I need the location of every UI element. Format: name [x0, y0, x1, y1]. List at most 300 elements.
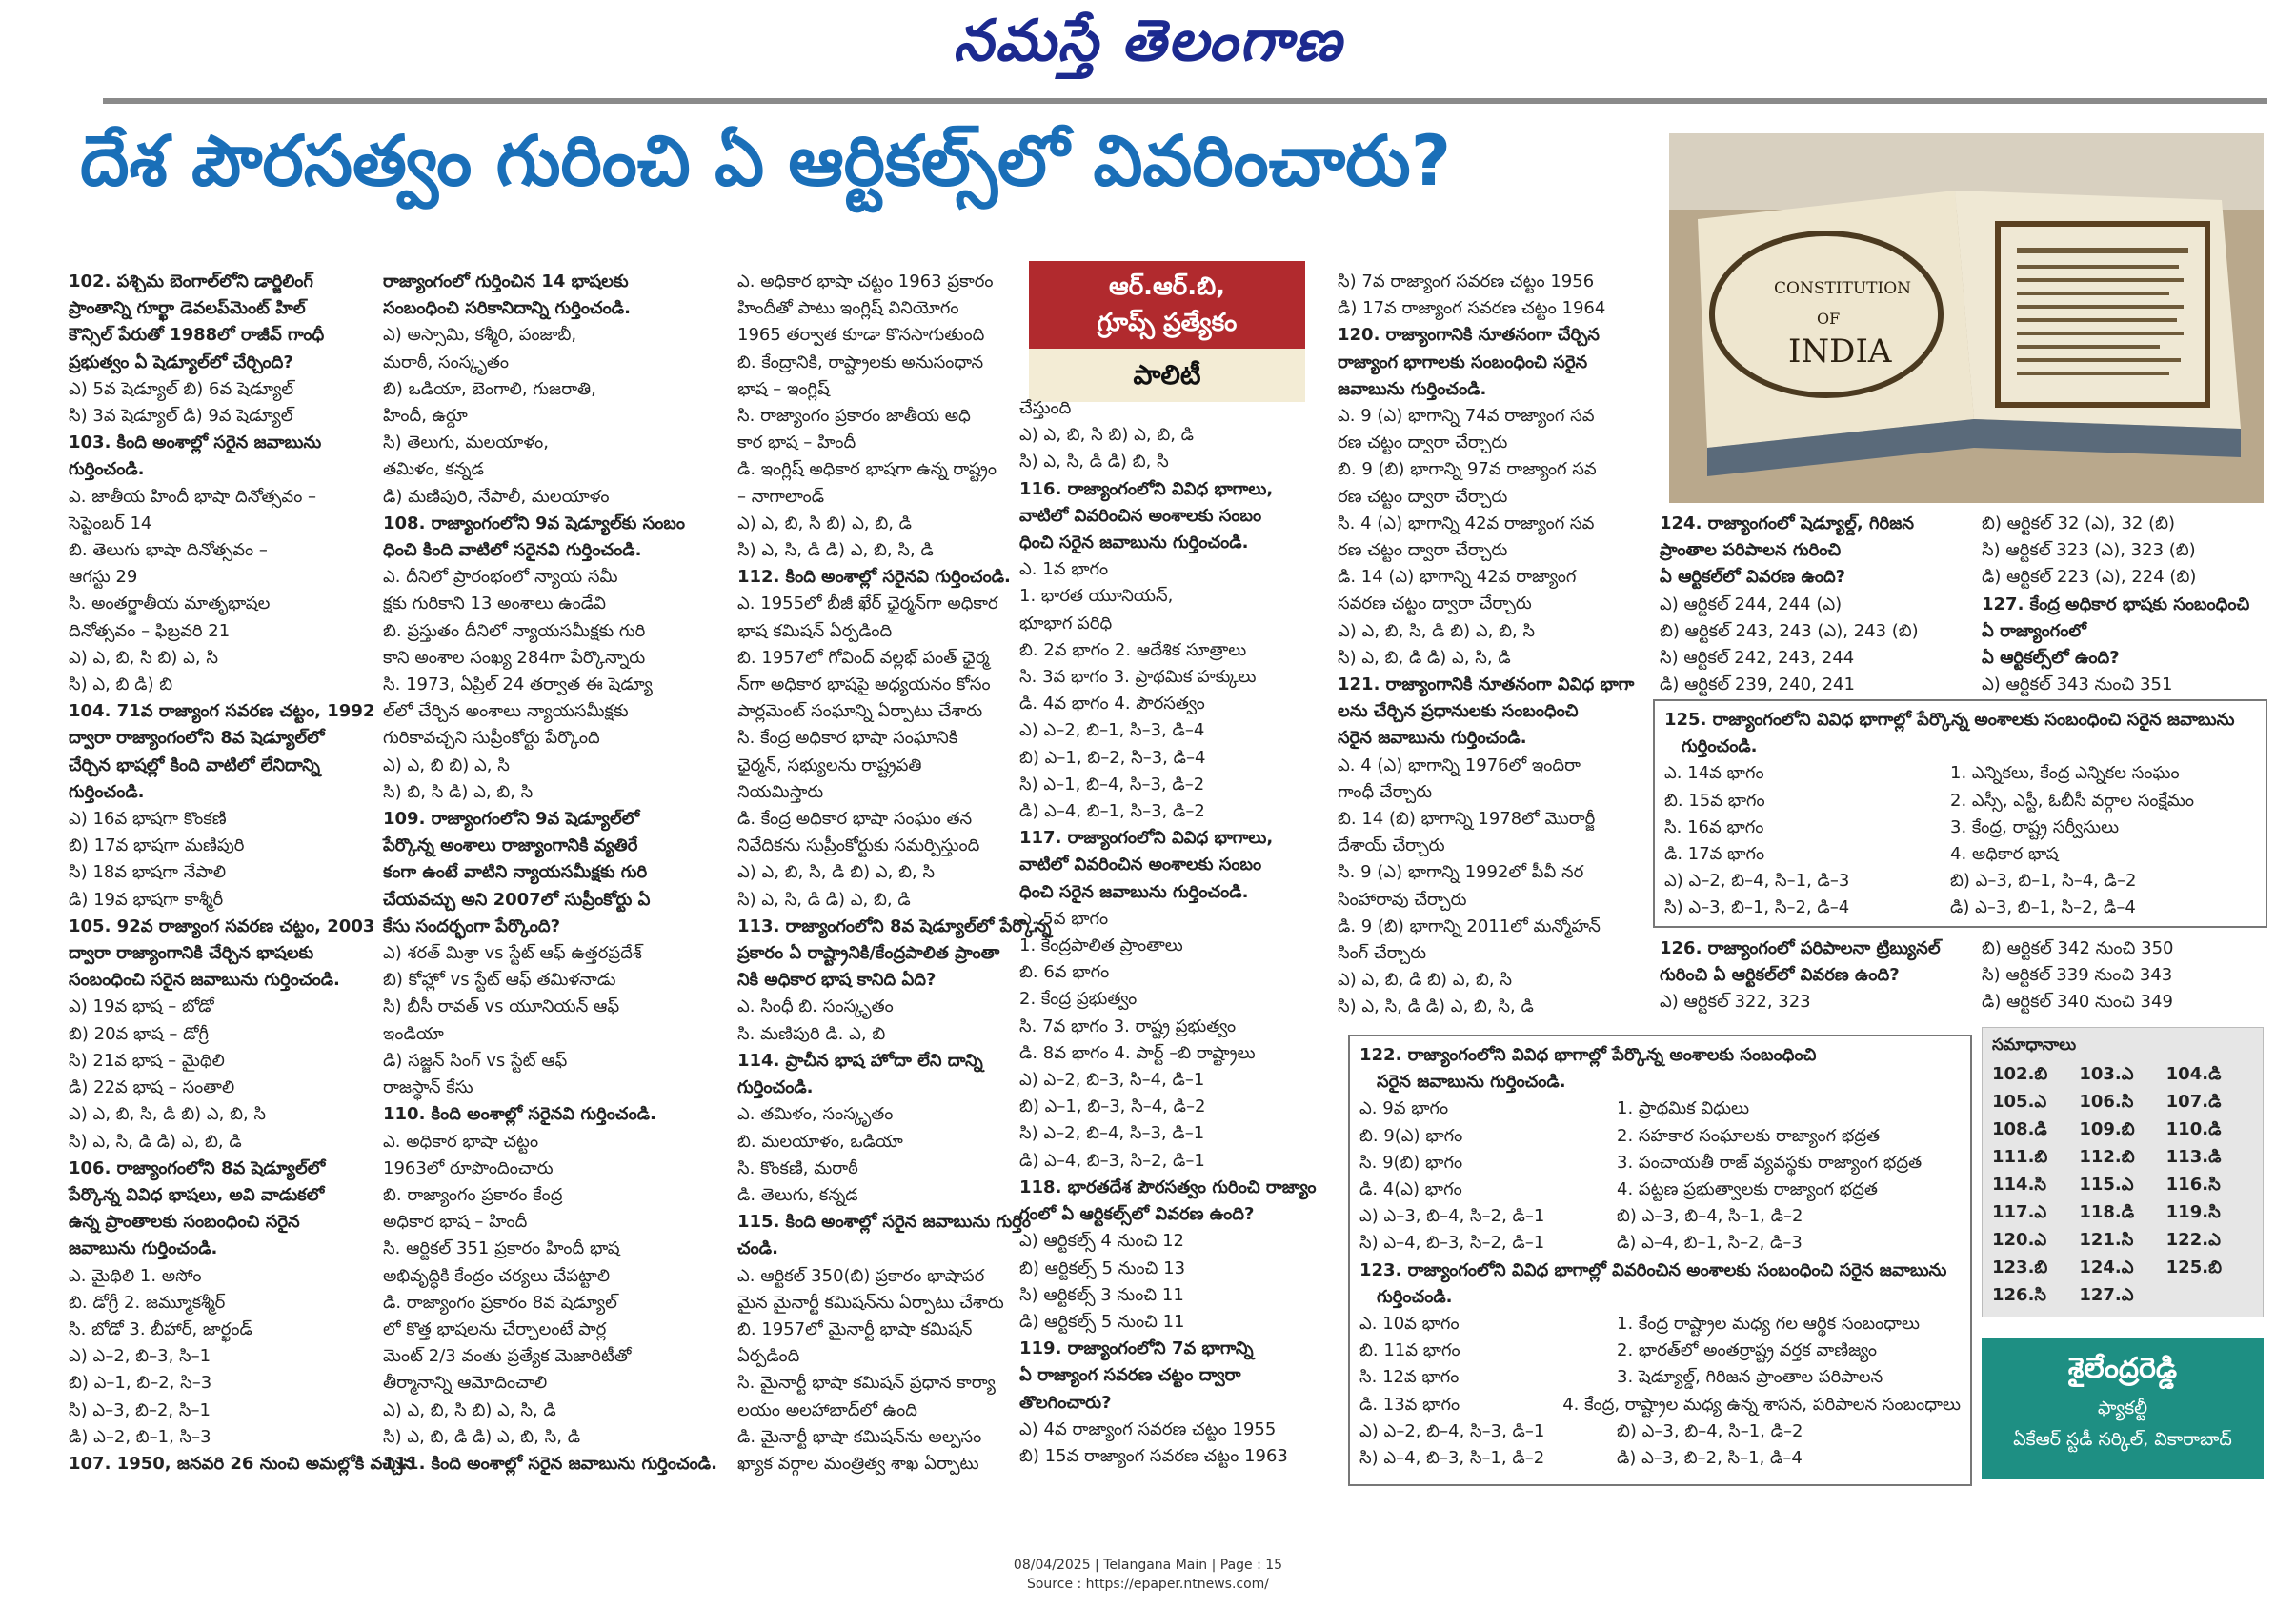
col2-line: గురికావచ్చని సుప్రీంకోర్టు పేర్కొంది [383, 728, 600, 749]
col4-line: సి) ఎ, బి, డి డి) ఎ, సి, డి [1338, 647, 1511, 668]
col1-line: 102. పశ్చిమ బెంగాల్‌లోని డార్జిలింగ్ [69, 272, 313, 292]
match-right: 2. ఎస్సీ, ఎస్టీ, ఓబీసీ వర్గాల సంక్షేమం [1950, 790, 2195, 811]
q126b-line: సి) ఆర్టికల్ 339 నుంచి 343 [1982, 965, 2173, 986]
match-left: బి. 11వ భాగం [1359, 1340, 1460, 1361]
answers-title: సమాధానాలు [1992, 1036, 2077, 1055]
col4-line: బి. 14 (బి) భాగాన్ని 1978లో మొరార్జీ [1338, 809, 1596, 830]
col4-line: సింగ్ చేర్చారు [1338, 943, 1427, 964]
col2-line: ఎ. అధికార భాషా చట్టం [383, 1131, 539, 1152]
answer-item: 108.డి [1992, 1119, 2047, 1139]
col3b-line: డి) ఎ–4, బి–3, సి–2, డి–1 [1019, 1150, 1205, 1171]
col3b-line: సి) ఆర్టికల్స్ 3 నుంచి 11 [1019, 1284, 1184, 1305]
match-right: బి) ఎ–3, బి–1, సి–4, డి–2 [1950, 871, 2137, 892]
col2-line: 110. కింది అంశాల్లో సరైనవి గుర్తించండి. [383, 1104, 656, 1125]
col1-line: ఎ) 16వ భాషగా కొంకణి [69, 809, 227, 830]
col2-line: సి. ఆర్టికల్ 351 ప్రకారం హిందీ భాష [383, 1238, 620, 1259]
col3a-line: నికి అధికార భాష కానిది ఏది? [737, 970, 937, 991]
col4-line: ఎ) ఎ, బి, సి, డి బి) ఎ, బి, సి [1338, 620, 1536, 641]
q125-title-1: 125. రాజ్యాంగంలోని వివిధ భాగాల్లో పేర్కొన్న అంశాలకు సంబంధించి సరైన జవాబును [1664, 710, 2235, 730]
col2-line: డి. రాజ్యాంగం ప్రకారం 8వ షెడ్యూల్ [383, 1292, 617, 1313]
col1-line: సి. అంతర్జాతీయ మాతృభాషల [69, 593, 271, 614]
match-row [1359, 1203, 1961, 1230]
col4-line: సింహారావు చేర్చారు [1338, 889, 1467, 910]
col3a-line: సి. కేంద్ర అధికార భాషా సంఘానికి [737, 728, 958, 749]
col1-line: దినోత్సవం – ఫిబ్రవరి 21 [69, 620, 231, 641]
match-left: డి. 17వ భాగం [1664, 844, 1765, 865]
col4-line: జవాబును గుర్తించండి. [1338, 378, 1487, 399]
col3b-line: ఎ. 1వ భాగం [1019, 559, 1109, 580]
col1-line: బి) 20వ భాష – డోగ్రీ [69, 1023, 210, 1044]
col3a-line: డి. ఇంగ్లిష్ అధికార భాషగా ఉన్న రాష్ట్రం [737, 459, 997, 480]
match-row [1359, 1337, 1961, 1364]
column-4 [1338, 269, 1652, 1021]
col3a-line: మైన మైనార్టీ కమిషన్‌ను ఏర్పాటు చేశారు [737, 1292, 1004, 1313]
question-126-options [1982, 935, 2267, 1016]
badge-line-1: ఆర్.ఆర్.బి, [1108, 272, 1225, 301]
masthead-logo: నమస్తే తెలంగాణ [953, 8, 1343, 74]
col3a-line: సి. మైనార్టీ భాషా కమిషన్ ప్రధాన కార్యా [737, 1373, 996, 1394]
match-left: ఎ. 9వ భాగం [1359, 1098, 1449, 1119]
match-left: సి. 16వ భాగం [1664, 816, 1764, 837]
book-title-3: INDIA [1788, 332, 1892, 371]
answer-item: 105.ఎ [1992, 1092, 2047, 1112]
col4-line: రణ చట్టం ద్వారా చేర్చారు [1338, 540, 1508, 561]
match-right: డి) ఎ–3, బి–2, సి–1, డి–4 [1617, 1448, 1803, 1469]
col1-line: ఎ) ఎ, బి, సి బి) ఎ, సి [69, 647, 218, 668]
column-6 [1982, 511, 2267, 698]
match-left: ఎ) ఎ–2, బి–4, సి–3, డి–1 [1359, 1420, 1545, 1441]
col4-line: సి) 7వ రాజ్యాంగ సవరణ చట్టం 1956 [1338, 272, 1595, 292]
col6-line: సి) ఆర్టికల్ 323 (ఎ), 323 (బి) [1982, 540, 2196, 561]
col1-line: ప్రాంతాన్ని గూర్ఖా డెవలప్‌మెంట్ హిల్ [69, 298, 306, 319]
col1-line: సి) ఎ–3, బి–2, సి–1 [69, 1399, 211, 1420]
col4-line: బి. 9 (బి) భాగాన్ని 97వ రాజ్యాంగ సవ [1338, 459, 1597, 480]
col4-line: గాంధీ చేర్చారు [1338, 781, 1433, 802]
match-row [1359, 1392, 1961, 1418]
masthead-divider [103, 98, 2267, 104]
col1-line: సెప్టెంబర్ 14 [69, 513, 152, 533]
page-headline: దేశ పౌరసత్వం గురించి ఏ ఆర్టికల్స్‌లో వివరించారు? [80, 121, 1452, 202]
col1-line: కౌన్సిల్ పేరుతో 1988లో రాజీవ్ గాంధీ [69, 325, 325, 346]
col2-line: సి) ఎ, బి, డి డి) ఎ, బి, సి, డి [383, 1426, 581, 1447]
col3a-line: లయం అలహాబాద్‌లో ఉంది [737, 1399, 917, 1420]
col3a-line: ఎ. సింధీ బి. సంస్కృతం [737, 996, 894, 1017]
col3b-line: సి) ఎ, సి, డి డి) బి, సి [1019, 452, 1169, 473]
col1-line: 106. రాజ్యాంగంలోని 8వ షెడ్యూల్‌లో [69, 1157, 326, 1178]
col3b-line: సి. 7వ భాగం 3. రాష్ట్ర ప్రభుత్వం [1019, 1016, 1237, 1036]
col4-line: రాజ్యాంగ భాగాలకు సంబంధించి సరైన [1338, 352, 1588, 372]
col3a-line: 115. కింది అంశాల్లో సరైన జవాబును గుర్తిం [737, 1212, 1031, 1233]
answer-item: 127.ఎ [2079, 1285, 2134, 1305]
col6-line: ఏ ఆర్టికల్స్‌లో ఉంది? [1982, 648, 2120, 669]
col3a-line: సి. కొంకణి, మరాఠీ [737, 1157, 858, 1178]
col1-line: సి) ఎ, బి డి) బి [69, 674, 173, 695]
match-row [1359, 1445, 1961, 1472]
match-row [1664, 760, 2256, 787]
col3b-line: బి) ఎ–1, బి–3, సి–4, డి–2 [1019, 1096, 1206, 1117]
author-box [1982, 1338, 2264, 1479]
constitution-photo [1669, 133, 2264, 503]
col3b-line: తొలగించారు? [1019, 1392, 1112, 1413]
match-row [1359, 1123, 1961, 1150]
col2-line: ఎ) ఎ, బి, సి బి) ఎ, సి, డి [383, 1399, 556, 1420]
col1-line: 103. కింది అంశాల్లో సరైన జవాబును [69, 432, 322, 453]
col2-line: లో కొత్త భాషలను చేర్చాలంటే పార్ల [383, 1318, 607, 1339]
match-row [1664, 841, 2256, 868]
match-left: ఎ. 10వ భాగం [1359, 1314, 1460, 1335]
match-left: బి. 9(ఎ) భాగం [1359, 1125, 1463, 1146]
answer-item: 107.డి [2165, 1092, 2222, 1112]
answer-item: 114.సి [1992, 1175, 2047, 1195]
answer-item: 111.బి [1992, 1147, 2048, 1167]
col1-line: ఆగస్టు 29 [69, 567, 138, 588]
col5-line: 124. రాజ్యాంగంలో షెడ్యూల్డ్, గిరిజన [1660, 513, 1915, 533]
match-row [1359, 1364, 1961, 1391]
col3b-line: 119. రాజ్యాంగంలోని 7వ భాగాన్ని [1019, 1338, 1254, 1359]
col3a-line: 113. రాజ్యాంగంలోని 8వ షెడ్యూల్‌లో పేర్కొన్న [737, 915, 1052, 936]
col3b-line: ధించి సరైన జవాబును గుర్తించండి. [1019, 881, 1249, 902]
answer-item: 120.ఎ [1992, 1230, 2047, 1250]
col3a-line: ఎ) ఎ, బి, సి బి) ఎ, బి, డి [737, 513, 912, 533]
col3a-line: సి) ఎ, సి, డి డి) ఎ, బి, సి, డి [737, 540, 934, 561]
col3b-line: బి) ఆర్టికల్స్ 5 నుంచి 13 [1019, 1257, 1186, 1278]
match-left: డి. 4(ఎ) భాగం [1359, 1179, 1462, 1200]
match-left: ఎ) ఎ–2, బి–4, సి–1, డి–3 [1664, 871, 1850, 892]
col1-line: ఎ) 5వ షెడ్యూల్ బి) 6వ షెడ్యూల్ [69, 378, 294, 399]
col3b-line: 2. కేంద్ర ప్రభుత్వం [1019, 989, 1138, 1010]
col4-line: డి) 17వ రాజ్యాంగ సవరణ చట్టం 1964 [1338, 298, 1606, 319]
col2-line: 1963లో రూపొందించారు [383, 1157, 554, 1178]
match-row [1664, 895, 2256, 921]
col1-line: ఎ) ఎ, బి, సి, డి బి) ఎ, బి, సి [69, 1104, 267, 1125]
col3a-line: బి. మలయాళం, ఒడియా [737, 1131, 903, 1152]
book-title-2: OF [1817, 310, 1841, 328]
col3a-line: భాష కమిషన్ ఏర్పడింది [737, 620, 893, 641]
col2-line: ఇండియా [383, 1023, 444, 1044]
col3b-line: భూభాగ పరిధి [1019, 613, 1113, 634]
col3b-line: ఎ) ఎ–2, బి–1, సి–3, డి–4 [1019, 720, 1205, 741]
col2-line: సి) తెలుగు, మలయాళం, [383, 432, 549, 453]
match-right: 1. ఎన్నికలు, కేంద్ర ఎన్నికల సంఘం [1950, 763, 2180, 784]
col2-line: కంగా ఉంటే వాటిని న్యాయసమీక్షకు గురి [383, 862, 648, 883]
answer-item: 124.ఎ [2079, 1257, 2134, 1277]
answer-item: 116.సి [2165, 1175, 2221, 1195]
col2-line: ఎ. దీనిలో ప్రారంభంలో న్యాయ సమీ [383, 567, 618, 588]
answer-item: 104.డి [2165, 1064, 2222, 1084]
match-row [1359, 1150, 1961, 1177]
answer-item: 118.డి [2079, 1202, 2135, 1222]
answer-item: 109.బి [2079, 1119, 2135, 1139]
match-right: 4. కేంద్ర, రాష్ట్రాల మధ్య ఉన్న శాసన, పరిపాలన సంబంధాలు [1562, 1394, 1961, 1415]
col1-line: బి. తెలుగు భాషా దినోత్సవం – [69, 540, 268, 561]
author-name: శైలేంద్రరెడ్డి [2067, 1352, 2178, 1385]
answer-item: 110.డి [2165, 1119, 2222, 1139]
col3a-line: సి. రాజ్యాంగం ప్రకారం జాతీయ అధి [737, 406, 971, 427]
match-row [1359, 1096, 1961, 1122]
q123-title-1: 123. రాజ్యాంగంలోని వివిధ భాగాల్లో వివరించిన అంశాలకు సంబంధించి సరైన జవాబును [1359, 1259, 1947, 1280]
col5-line: ఎ) ఆర్టికల్ 244, 244 (ఎ) [1660, 593, 1843, 614]
col4-line: సవరణ చట్టం ద్వారా చేర్చారు [1338, 593, 1532, 614]
col3a-line: డి. మైనార్టీ భాషా కమిషన్‌ను అల్పసం [737, 1426, 982, 1447]
col3b-line: ఎ) ఎ–2, బి–3, సి–4, డి–1 [1019, 1070, 1205, 1091]
col3a-line: ఎ. 1955లో బీజీ ఖేర్ ఛైర్మన్‌గా అధికార [737, 593, 998, 614]
col2-line: హిందీ, ఉర్దూ [383, 406, 468, 427]
col1-line: గుర్తించండి. [69, 459, 145, 480]
footer-source-line: Source : https://epaper.ntnews.com/ [1026, 1577, 1270, 1592]
col1-line: సంబంధించి సరైన జవాబును గుర్తించండి. [69, 970, 340, 991]
col2-line: మరాఠీ, సంస్కృతం [383, 352, 509, 372]
col2-line: ఎ) శరత్ మిశ్రా vs స్టేట్ ఆఫ్ ఉత్తరప్రదేశ్ [383, 943, 642, 964]
match-row [1359, 1311, 1961, 1337]
col3b-line: వాటిలో వివరించిన అంశాలకు సంబం [1019, 855, 1262, 875]
col3b-line: డి. 4వ భాగం 4. పౌరసత్వం [1019, 694, 1205, 714]
col3b-line: 1. కేంద్రపాలిత ప్రాంతాలు [1019, 935, 1183, 956]
col5-line: ఏ ఆర్టికల్‌లో వివరణ ఉంది? [1660, 567, 1846, 588]
col4-line: దేశాయ్ చేర్చారు [1338, 835, 1445, 856]
col2-line: 108. రాజ్యాంగంలోని 9వ షెడ్యూల్‌కు సంబం [383, 513, 685, 533]
col3a-line: పార్లమెంట్ సంఘాన్ని ఏర్పాటు చేశారు [737, 701, 983, 722]
answer-item: 122.ఎ [2165, 1230, 2221, 1250]
col6-line: డి) ఆర్టికల్ 223 (ఎ), 224 (బి) [1982, 567, 2197, 588]
col2-line: డి) సజ్జన్ సింగ్ vs స్టేట్ ఆఫ్ [383, 1050, 568, 1071]
match-right: 1. కేంద్ర రాష్ట్రాల మధ్య గల ఆర్థిక సంబంధాలు [1617, 1314, 1920, 1335]
answer-item: 112.బి [2079, 1147, 2135, 1167]
col3a-line: – నాగాలాండ్ [737, 486, 825, 507]
col3a-line: ఛైర్మన్, సభ్యులను రాష్ట్రపతి [737, 754, 922, 775]
answer-item: 117.ఎ [1992, 1202, 2047, 1222]
col1-line: ప్రభుత్వం ఏ షెడ్యూల్‌లో చేర్చింది? [69, 352, 293, 372]
col2-line: బి. రాజ్యాంగం ప్రకారం కేంద్ర [383, 1184, 563, 1205]
col3b-line: 118. భారతదేశ పౌరసత్వం గురించి రాజ్యాం [1019, 1177, 1317, 1197]
col4-line: ఎ) ఎ, బి, డి బి) ఎ, బి, సి [1338, 970, 1512, 991]
match-left: డి. 13వ భాగం [1359, 1394, 1460, 1415]
match-row [1359, 1177, 1961, 1203]
col2-line: అభివృద్ధికి కేంద్రం చర్యలు చేపట్టాలి [383, 1265, 611, 1286]
col3a-line: బి. కేంద్రానికి, రాష్ట్రాలకు అనుసంధాన [737, 352, 984, 372]
col1-line: డి) 19వ భాషగా కాశ్మీరీ [69, 889, 224, 910]
col2-line: ఎ) ఎ, బి బి) ఎ, సి [383, 754, 510, 775]
col1-line: బి) ఎ–1, బి–2, సి–3 [69, 1373, 212, 1394]
col3a-line: 112. కింది అంశాల్లో సరైనవి గుర్తించండి. [737, 567, 1011, 588]
answer-item: 106.సి [2079, 1092, 2134, 1112]
col4-line: రణ చట్టం ద్వారా చేర్చారు [1338, 486, 1508, 507]
col1-line: ద్వారా రాజ్యాంగానికి చేర్చిన భాషలకు [69, 943, 314, 964]
col3b-line: ఎ) ఎ, బి, సి బి) ఎ, బి, డి [1019, 425, 1194, 446]
col3b-line: సి. 3వ భాగం 3. ప్రాథమిక హక్కులు [1019, 667, 1257, 688]
answer-item: 102.బి [1992, 1064, 2048, 1084]
answer-item: 125.బి [2165, 1257, 2222, 1277]
col3a-line: 114. ప్రాచీన భాష హోదా లేని దాన్ని [737, 1050, 983, 1071]
col3b-line: బి) 15వ రాజ్యాంగ సవరణ చట్టం 1963 [1019, 1445, 1288, 1466]
col1-line: ఎ) ఎ–2, బి–3, సి–1 [69, 1346, 211, 1367]
col2-line: సి. 1973, ఏప్రిల్ 24 తర్వాత ఈ షెడ్యూ [383, 674, 653, 695]
answers-grid [1992, 1064, 2253, 1309]
col3a-line: 1965 తర్వాత కూడా కొనసాగుతుంది [737, 325, 985, 346]
col4-line: లను చేర్చిన ప్రధానులకు సంబంధించి [1338, 701, 1579, 722]
answer-item: 123.బి [1992, 1257, 2048, 1277]
col2-line: మెంట్ 2/3 వంతు ప్రత్యేక మెజారిటీతో [383, 1346, 632, 1367]
col2-line: ధించి కింది వాటిలో సరైనవి గుర్తించండి. [383, 540, 642, 561]
answer-item: 119.సి [2165, 1202, 2221, 1222]
col3a-line: నివేదికను సుప్రీంకోర్టుకు సమర్పిస్తుంది [737, 835, 980, 856]
match-row [1359, 1230, 1961, 1257]
match-left: సి. 9(బి) భాగం [1359, 1152, 1463, 1173]
col2-line: 111. కింది అంశాల్లో సరైన జవాబును గుర్తించండి. [383, 1453, 717, 1474]
q126-line: 126. రాజ్యాంగంలో పరిపాలనా ట్రిబ్యునల్ [1660, 938, 1941, 958]
col3a-line: ఎ) ఎ, బి, సి, డి బి) ఎ, బి, సి [737, 862, 936, 883]
col1-line: సి) 3వ షెడ్యూల్ డి) 9వ షెడ్యూల్ [69, 406, 293, 427]
col4-line: రణ చట్టం ద్వారా చేర్చారు [1338, 432, 1508, 453]
col3b-line: 1. భారత యూనియన్, [1019, 586, 1174, 607]
col1-line: జవాబును గుర్తించండి. [69, 1238, 218, 1259]
col3a-line: ఎ. తమిళం, సంస్కృతం [737, 1104, 894, 1125]
match-right: 3. పంచాయతీ రాజ్ వ్యవస్థకు రాజ్యాంగ భద్రత [1617, 1152, 1923, 1173]
column-2 [383, 269, 717, 1478]
col4-line: సి) ఎ, సి, డి డి) ఎ, బి, సి, డి [1338, 996, 1534, 1017]
match-row [1664, 868, 2256, 895]
col3b-line: వాటిలో వివరించిన అంశాలకు సంబం [1019, 505, 1262, 526]
col1-line: డి) ఎ–2, బి–1, సి–3 [69, 1426, 211, 1447]
col4-line: ఎ. 4 (ఎ) భాగాన్ని 1976లో ఇందిరా [1338, 754, 1581, 775]
col2-line: చేయవచ్చు అని 2007లో సుప్రీంకోర్టు ఏ [383, 889, 651, 910]
column-5 [1660, 511, 1974, 698]
q126-line: ఎ) ఆర్టికల్ 322, 323 [1660, 992, 1811, 1013]
match-right: బి) ఎ–3, బి–4, సి–1, డి–2 [1617, 1206, 1803, 1227]
match-right: 4. అధికార భాష [1950, 844, 2059, 865]
col1-line: చేర్చిన భాషల్లో కింది వాటిలో లేనిదాన్ని [69, 754, 320, 775]
col2-line: తమిళం, కన్నడ [383, 459, 484, 480]
col1-line: పేర్కొన్న వివిధ భాషలు, అవి వాడుకలో [69, 1184, 325, 1205]
col1-line: సి) 18వ భాషగా నేపాలి [69, 862, 227, 883]
q126b-line: డి) ఆర్టికల్ 340 నుంచి 349 [1982, 992, 2173, 1013]
col2-line: కేసు సందర్భంగా పేర్కొంది? [383, 915, 561, 936]
col2-line: బి. ప్రస్తుతం దీనిలో న్యాయసమీక్షకు గురి [383, 620, 646, 641]
col1-line: ఎ. మైథిలి 1. అసోం [69, 1265, 202, 1286]
col1-line: 104. 71వ రాజ్యాంగ సవరణ చట్టం, 1992 [69, 701, 375, 722]
match-left: ఎ. 14వ భాగం [1664, 763, 1764, 784]
match-right: డి) ఎ–3, బి–1, సి–2, డి–4 [1950, 897, 2136, 918]
col6-line: ఏ రాజ్యాంగంలో [1982, 620, 2086, 641]
col2-line: డి) మణిపురి, నేపాలీ, మలయాళం [383, 486, 610, 507]
page-footer [0, 1556, 2296, 1594]
col2-line: ల్‌లో చేర్చిన అంశాలు న్యాయసమీక్షకు [383, 701, 629, 722]
match-row [1664, 815, 2256, 841]
footer-date-line: 08/04/2025 | Telangana Main | Page : 15 [1013, 1558, 1283, 1573]
col5-line: ప్రాంతాల పరిపాలన గురించి [1660, 540, 1842, 561]
col2-line: సి) బి, సి డి) ఎ, బి, సి [383, 781, 534, 802]
match-right: డి) ఎ–4, బి–1, సి–2, డి–3 [1617, 1233, 1803, 1254]
col3a-line: న్‌గా అధికార భాషపై అధ్యయనం కోసం [737, 674, 991, 695]
col3b-line: డి) ఎ–4, బి–1, సి–3, డి–2 [1019, 801, 1205, 822]
section-badge [1029, 261, 1305, 402]
col4-line: ఎ. 9 (ఎ) భాగాన్ని 74వ రాజ్యాంగ సవ [1338, 406, 1595, 427]
match-right: 3. కేంద్ర, రాష్ట్ర సర్వీసులు [1950, 816, 2120, 837]
badge-line-2: గ్రూప్స్ ప్రత్యేకం [1097, 309, 1238, 337]
col3a-line: భాష – ఇంగ్లిష్ [737, 378, 830, 399]
col1-line: సి. బోడో 3. బీహార్, జార్ఖండ్ [69, 1318, 252, 1339]
badge-subject: పాలిటీ [1029, 349, 1305, 402]
col4-line: డి. 9 (బి) భాగాన్ని 2011లో మన్మోహన్ [1338, 915, 1601, 936]
col1-line: గుర్తించండి. [69, 781, 145, 802]
col4-line: సరైన జవాబును గుర్తించండి. [1338, 728, 1527, 749]
col4-line: 121. రాజ్యాంగానికి నూతనంగా వివిధ భాగా [1338, 674, 1635, 695]
q122-title-2: సరైన జవాబును గుర్తించండి. [1377, 1072, 1566, 1093]
col3b-line: 116. రాజ్యాంగంలోని వివిధ భాగాలు, [1019, 478, 1274, 499]
col3b-line: బి. 6వ భాగం [1019, 962, 1110, 983]
match-left: బి. 15వ భాగం [1664, 790, 1765, 811]
col3b-line: చేస్తుంది [1019, 398, 1072, 418]
col2-line: ఎ) అస్సామి, కశ్మీరి, పంజాబీ, [383, 325, 577, 346]
col3a-line: డి. తెలుగు, కన్నడ [737, 1184, 858, 1205]
question-122-123-box [1348, 1035, 1972, 1486]
col5-line: సి) ఆర్టికల్ 242, 243, 244 [1660, 648, 1855, 669]
col1-line: సి) ఎ, సి, డి డి) ఎ, బి, డి [69, 1131, 242, 1152]
col3b-line: ధించి సరైన జవాబును గుర్తించండి. [1019, 533, 1249, 553]
col2-line: పేర్కొన్న అంశాలు రాజ్యాంగానికి వ్యతిరే [383, 835, 638, 856]
col3a-line: డి. కేంద్ర అధికార భాషా సంఘం తన [737, 809, 973, 830]
col1-line: ద్వారా రాజ్యాంగంలోని 8వ షెడ్యూల్‌లో [69, 728, 325, 749]
q126b-line: బి) ఆర్టికల్ 342 నుంచి 350 [1982, 938, 2174, 958]
answer-item: 113.డి [2165, 1147, 2222, 1167]
col2-line: రాజస్థాన్ కేసు [383, 1077, 473, 1098]
col2-line: తీర్మానాన్ని ఆమోదించాలి [383, 1373, 548, 1394]
col2-line: బి) ఒడియా, బెంగాలి, గుజరాతి, [383, 378, 596, 399]
col3a-line: ప్రకారం ఏ రాష్ట్రానికి/కేంద్రపాలిత ప్రాంతా [737, 943, 1000, 964]
col1-line: సి) 21వ భాష – మైథిలి [69, 1050, 225, 1071]
match-right: 2. సహకార సంఘాలకు రాజ్యాంగ భద్రత [1617, 1125, 1881, 1146]
col2-line: కాని అంశాల సంఖ్య 284గా పేర్కొన్నారు [383, 647, 646, 668]
col3a-line: బి. 1957లో మైనార్టీ భాషా కమిషన్ [737, 1318, 973, 1339]
match-right: 2. భారత్‌లో అంతర్రాష్ట్ర వర్తక వాణిజ్యం [1617, 1340, 1877, 1361]
col3b-line: బి) ఎ–1, బి–2, సి–3, డి–4 [1019, 747, 1206, 768]
col4-line: డి. 14 (ఎ) భాగాన్ని 42వ రాజ్యాంగ [1338, 567, 1577, 588]
col4-line: 120. రాజ్యాంగానికి నూతనంగా చేర్చిన [1338, 325, 1600, 346]
col2-line: అధికార భాష – హిందీ [383, 1212, 528, 1233]
col1-line: ఎ) 19వ భాష – బోడో [69, 996, 214, 1017]
author-org: ఏకేఆర్ స్టడీ సర్కిల్, వికారాబాద్ [2013, 1429, 2232, 1450]
question-125-box [1653, 699, 2267, 928]
question-126 [1660, 935, 1974, 1016]
col2-line: బి) కోహ్లో vs స్టేట్ ఆఫ్ తమిళనాడు [383, 970, 616, 991]
col3a-line: హిందీతో పాటు ఇంగ్లిష్ వినియోగం [737, 298, 959, 319]
col2-line: సి) బీసీ రావత్ vs యూనియన్ ఆఫ్ [383, 996, 620, 1017]
col3a-line: సి. మణిపురి డి. ఎ, బి [737, 1023, 886, 1044]
match-row [1359, 1418, 1961, 1445]
col1-line: బి) 17వ భాషగా మణిపురి [69, 835, 245, 856]
col4-line: సి. 4 (ఎ) భాగాన్ని 42వ రాజ్యాంగ సవ [1338, 513, 1595, 533]
answer-item: 126.సి [1992, 1285, 2047, 1305]
match-right: 3. షెడ్యూల్డ్, గిరిజన ప్రాంతాల పరిపాలన [1617, 1367, 1883, 1388]
col3a-line: ఎ. ఆర్టికల్ 350(బి) ప్రకారం భాషాపర [737, 1265, 985, 1286]
answer-item: 115.ఎ [2079, 1175, 2134, 1195]
match-left: సి. 12వ భాగం [1359, 1367, 1460, 1388]
col1-line: ఉన్న ప్రాంతాలకు సంబంధించి సరైన [69, 1212, 300, 1233]
col3b-line: ఎ) ఆర్టికల్స్ 4 నుంచి 12 [1019, 1231, 1184, 1252]
match-left: సి) ఎ–3, బి–1, సి–2, డి–4 [1664, 897, 1850, 918]
col5-line: డి) ఆర్టికల్ 239, 240, 241 [1660, 674, 1855, 695]
col3a-line: కార భాష – హిందీ [737, 432, 856, 453]
match-left: ఎ) ఎ–3, బి–4, సి–2, డి–1 [1359, 1206, 1545, 1227]
col6-line: బి) ఆర్టికల్ 32 (ఎ), 32 (బి) [1982, 513, 2176, 533]
col5-line: బి) ఆర్టికల్ 243, 243 (ఎ), 243 (బి) [1660, 620, 1919, 641]
col3b-line: బి. 2వ భాగం 2. ఆదేశిక సూత్రాలు [1019, 639, 1247, 660]
col3b-line: సి) ఎ–1, బి–4, సి–3, డి–2 [1019, 774, 1205, 794]
match-row [1664, 788, 2256, 815]
col3a-line: ఎ. అధికార భాషా చట్టం 1963 ప్రకారం [737, 272, 994, 292]
q122-title-1: 122. రాజ్యాంగంలోని వివిధ భాగాల్లో పేర్కొన్న అంశాలకు సంబంధించి [1359, 1045, 1817, 1065]
col2-line: క్షకు గురికాని 13 అంశాలు ఉండేవి [383, 593, 606, 614]
col3a-line: చండి. [737, 1238, 778, 1259]
